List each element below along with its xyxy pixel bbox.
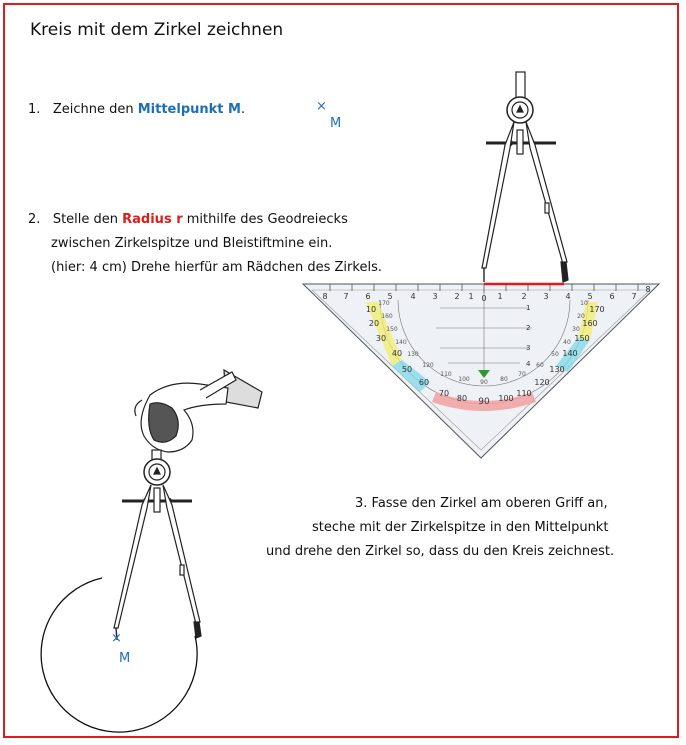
- scale-6-right: 6: [609, 292, 615, 301]
- deg-outer-20: 20: [368, 319, 380, 328]
- deg-inner-10: 10: [580, 300, 588, 307]
- deg-outer-140: 140: [562, 349, 578, 358]
- point-m-label: M: [330, 116, 342, 131]
- vscale-1: 1: [526, 304, 531, 312]
- deg-inner-100: 100: [458, 376, 470, 383]
- step-1-highlight: Mittelpunkt M: [137, 102, 241, 117]
- deg-outer-10: 10: [365, 305, 377, 314]
- deg-outer-40: 40: [391, 349, 403, 358]
- step-1-text: Zeichne den: [52, 102, 138, 117]
- step-3-line-1: 3. Fasse den Zirkel am oberen Griff an,: [355, 496, 608, 511]
- deg-inner-30: 30: [572, 326, 580, 333]
- deg-inner-150: 150: [386, 326, 398, 333]
- scale-6-left: 6: [365, 292, 371, 301]
- deg-outer-160: 160: [582, 319, 598, 328]
- deg-outer-80: 80: [456, 394, 468, 403]
- deg-outer-70: 70: [438, 389, 450, 398]
- scale-5-right: 5: [587, 292, 593, 301]
- deg-inner-70: 70: [518, 371, 526, 378]
- step-2-text: Stelle den: [52, 212, 123, 227]
- scale-3-right: 3: [543, 292, 549, 301]
- hand-illustration: [135, 370, 262, 452]
- compass-bottom: [114, 450, 201, 640]
- vscale-4: 4: [526, 360, 531, 368]
- scale-7-left: 7: [343, 292, 349, 301]
- scale-8-left: 8: [322, 292, 328, 301]
- compass-top: [482, 72, 568, 282]
- step-3-line-3: und drehe den Zirkel so, dass du den Kreis zeichnest.: [266, 544, 615, 559]
- deg-inner-120: 120: [422, 362, 434, 369]
- deg-inner-130: 130: [407, 351, 419, 358]
- deg-inner-170: 170: [378, 300, 390, 307]
- scale-7-right: 7: [631, 292, 637, 301]
- vscale-3: 3: [526, 344, 531, 352]
- scale-2-left: 2: [454, 292, 460, 301]
- circle-center-cross: ×: [111, 631, 122, 646]
- step-2-text-end: mithilfe des Geodreiecks: [182, 212, 348, 227]
- point-m-cross: ×: [316, 99, 327, 114]
- deg-outer-120: 120: [534, 378, 550, 387]
- page-title: Kreis mit dem Zirkel zeichnen: [30, 20, 284, 40]
- deg-inner-140: 140: [395, 339, 407, 346]
- deg-inner-80: 80: [500, 376, 508, 383]
- deg-inner-50: 50: [551, 351, 559, 358]
- deg-inner-110: 110: [440, 371, 452, 378]
- deg-outer-50: 50: [401, 365, 413, 374]
- deg-inner-160: 160: [381, 313, 393, 320]
- scale-3-left: 3: [432, 292, 438, 301]
- circle-center-label: M: [119, 651, 131, 666]
- step-1-number: 1.: [28, 102, 41, 117]
- deg-outer-150: 150: [574, 334, 590, 343]
- geodreieck: [303, 284, 659, 458]
- deg-outer-110: 110: [516, 389, 532, 398]
- deg-inner-40: 40: [563, 339, 571, 346]
- scale-1-right: 1: [497, 292, 503, 301]
- deg-inner-90: 90: [480, 379, 488, 386]
- scale-1-left: 1: [468, 292, 474, 301]
- deg-outer-170: 170: [589, 305, 605, 314]
- scale-0: 0: [481, 294, 487, 303]
- step-3-line-2: steche mit der Zirkelspitze in den Mittelpunkt: [312, 520, 609, 535]
- scale-5-left: 5: [387, 292, 393, 301]
- step-2-line-2: zwischen Zirkelspitze und Bleistiftmine ein.: [51, 236, 333, 251]
- step-2-line-3: (hier: 4 cm) Drehe hierfür am Rädchen des Zirkels.: [51, 260, 382, 275]
- step-1-text-end: .: [240, 102, 246, 117]
- scale-2-right: 2: [521, 292, 527, 301]
- deg-outer-30: 30: [375, 334, 387, 343]
- scale-4-right: 4: [565, 292, 571, 301]
- vscale-2: 2: [526, 324, 531, 332]
- step-2-number: 2.: [28, 212, 41, 227]
- deg-outer-90: 90: [478, 397, 490, 407]
- deg-outer-100: 100: [498, 394, 514, 403]
- deg-inner-20: 20: [577, 313, 585, 320]
- scale-4-left: 4: [410, 292, 416, 301]
- deg-outer-130: 130: [549, 365, 565, 374]
- scale-8-right: 8: [645, 285, 651, 294]
- deg-outer-60: 60: [418, 378, 430, 387]
- step-2-highlight: Radius r: [122, 212, 183, 227]
- deg-inner-60: 60: [536, 362, 544, 369]
